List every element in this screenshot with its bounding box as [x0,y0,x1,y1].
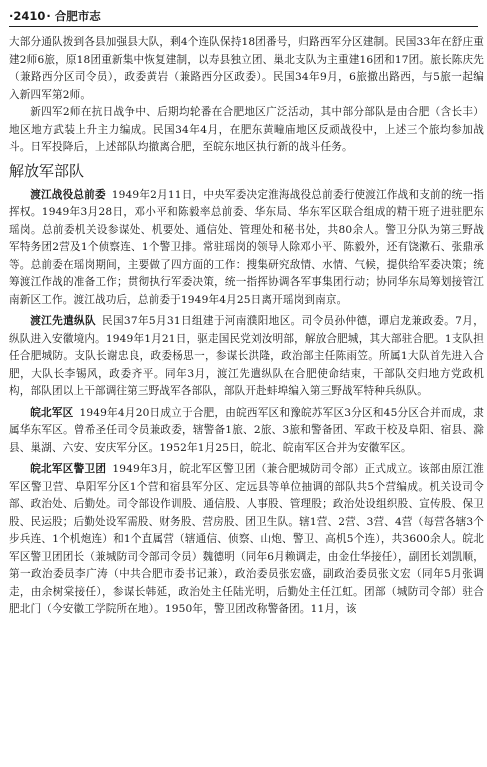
entry-text: 1949年4月20日成立于合肥，由皖西军区和豫皖苏军区3分区和45分区合并而成，隶属华东军区。曾希圣任司令员兼政委，辖警备1旅、2旅、3旅和警备团、军政干校及阜阳、宿县、滁县、巢湖、六安、安庆军分区。1952年1月25日，皖北、皖南军区合并为安徽军区。 [9,406,484,454]
entry-text: 1949年2月11日，中央军委决定淮海战役总前委行使渡江作战和支前的统一指挥权。1949年3月28日，邓小平和陈毅率总前委、华东局、华东军区联合组成的精干班子进驻肥东瑶岗。总前委机关设参谋处、机要处、通信处、管理处和秘书处，共80余人。警卫分队为第三野战军特务团2营及1个侦察连、1个警卫排。常驻瑶岗的领导人除邓小平、陈毅外，还有饶漱石、张鼎承等。总前委在瑶岗期间，主要做了四方面的工作：搜集研究敌情、水情、气候，提供给军委决策；统筹渡江作战的准备工作；贯彻执行军委决策，统一指挥协调各军事集团行动；协同华东局筹划接管江南新区工作。渡江战功后，总前委于1949年4月25日离开瑶岗到南京。 [9,188,484,306]
entry-title: 渡江战役总前委 [30,188,106,201]
page-header [9,6,478,27]
entry-title: 渡江先遣纵队 [30,315,96,327]
entry-paragraph [9,461,484,619]
book-title: 合肥市志 [54,9,101,23]
entry-paragraph [9,313,484,401]
page-content [9,34,484,619]
entry-text: 民国37年5月31日组建于河南濮阳地区。司令员孙仲德，谭启龙兼政委。7月，纵队进入安徽境内。1949年1月21日，驱走国民党刘汝明部，解放合肥城，其大部驻合肥。1支队担任合肥城防。支队长谢忠良，政委杨思一，参谋长洪隆，政治部主任陈雨笠。所属1大队首先进入合肥，大队长李锡风，政委齐平。同年3月，渡江先遣纵队在合肥使命结束，干部队交归地方党政机构，部队团以上干部调往第三野战军各部队，部队开赴蚌埠编入第三野战军特种兵纵队。 [9,315,484,397]
page-number-prefix: · [9,9,14,23]
entry-paragraph [9,187,484,310]
section-title: 解放军部队 [9,161,85,180]
entry-title: 皖北军区警卫团 [30,463,107,475]
entry-text: 1949年3月，皖北军区警卫团（兼合肥城防司令部）正式成立。该部由原江淮军区警卫营、阜阳军分区1个营和宿县军分区、定远县等单位抽调的部队共5个营编成。机关设司令部、政治处、后勤处。司令部设作训股、通信股、人事股、管理股；政治处设组织股、宣传股、保卫股、民运股；后勤处设军需股、财务股、营房股、团卫生队。辖1营、2营、3营、4营（每营各辖3个步兵连、1个机炮连）和1个直属营（辖通信、侦察、山炮、警卫、高机5个连），共3600余人。皖北军区警卫团团长（兼城防司令部司令员）魏德明（同年6月赖调走，由金仕华接任），副团长刘凯顺，第一政治委员李广涛（中共合肥市委书记兼），政治委员张宏盛，副政治委员张文宏（同年5月张调走，由余树棠接任），参谋长韩延，政治处主任陆光明，后勤处主任江虹。团部（城防司令部）驻合肥北门（今安徽工学院所在地）。1950年，警卫团改称警备团。11月，该 [9,463,484,615]
header-separator: · [46,9,51,23]
intro-paragraph-1: 大部分通队拨到各县加强县大队，剩4个连队保持18团番号，归路西军分区建制。民国33年在舒庄重建2师6旅，原18团重新集中恢复建制，以寿县独立团、巢北支队为主重建16团和17团。旅长陈庆先（兼路西分区司令员），政委黄岩（兼路西分区政委）。民国34年9月，6旅撤出路西，与5旅一起编入新四军第2师。 [9,36,484,101]
entry-title: 皖北军区 [30,406,74,419]
entry-paragraph [9,405,484,458]
intro-paragraph-2: 新四军2师在抗日战争中、后期均轮番在合肥地区广泛活动，其中部分部队是由合肥（含长丰）地区地方武装上升主力编成。民国34年4月，在肥东黄疃庙地区反顽战役中，上述三个旅均参加战斗。日军投降后，上述部队均撤离合肥，至皖东地区执行新的战斗任务。 [9,106,484,153]
page-number: 2410 [13,9,46,23]
